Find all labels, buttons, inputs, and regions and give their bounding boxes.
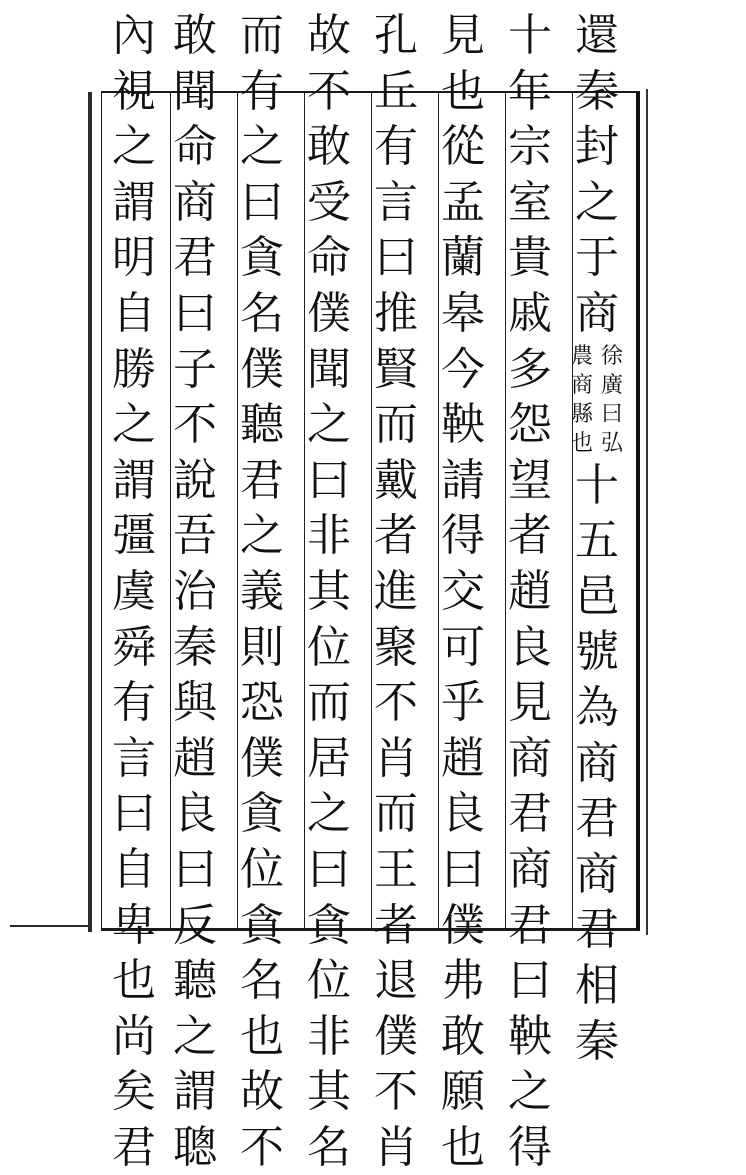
- character: 曰: [173, 287, 217, 339]
- character: 見: [508, 677, 552, 729]
- character: 商: [508, 732, 552, 784]
- character: 曰: [374, 232, 418, 284]
- character: 貪: [240, 788, 284, 840]
- character: 聽: [240, 399, 284, 451]
- character: 也: [240, 1010, 284, 1062]
- character: 五: [575, 515, 619, 567]
- character: 皋: [441, 287, 485, 339]
- character: 不: [173, 399, 217, 451]
- character: 商: [575, 737, 619, 789]
- character: 君: [173, 232, 217, 284]
- adjacent-page-rule: [88, 92, 92, 932]
- text-column-7: [165, 8, 225, 1175]
- character: 商: [508, 843, 552, 895]
- character: 肖: [374, 1121, 418, 1173]
- character: 願: [441, 1066, 485, 1118]
- character: 之: [307, 788, 351, 840]
- character: 尚: [112, 1010, 156, 1062]
- character: 之: [112, 399, 156, 451]
- character: 曰: [240, 176, 284, 228]
- character: 位: [240, 843, 284, 895]
- character: 僕: [374, 1010, 418, 1062]
- character: 良: [173, 788, 217, 840]
- character: 不: [374, 1066, 418, 1118]
- character: 之: [173, 1010, 217, 1062]
- character: 望: [508, 454, 552, 506]
- text-column-4: [366, 8, 426, 1175]
- character: 明: [112, 232, 156, 284]
- character: 名: [240, 955, 284, 1007]
- character: 君: [240, 454, 284, 506]
- character: 命: [173, 121, 217, 173]
- character: 言: [374, 176, 418, 228]
- character: 十: [508, 10, 552, 61]
- character: 鞅: [508, 1010, 552, 1062]
- character: 怨: [508, 399, 552, 451]
- character: 彊: [112, 510, 156, 562]
- character: 居: [307, 732, 351, 784]
- text-column-3: [433, 8, 493, 1175]
- main-text: [165, 8, 225, 1175]
- character: 貪: [240, 899, 284, 951]
- character: 戴: [374, 454, 418, 506]
- text-column-6: [232, 8, 292, 1175]
- character: 治: [173, 565, 217, 617]
- character: 肖: [374, 732, 418, 784]
- character: 位: [307, 955, 351, 1007]
- character: 良: [441, 788, 485, 840]
- character: 聚: [374, 621, 418, 673]
- character: 君: [575, 793, 619, 845]
- character: 趙: [173, 732, 217, 784]
- character: 乎: [441, 677, 485, 729]
- character: 也: [112, 955, 156, 1007]
- character: 者: [374, 510, 418, 562]
- character: 退: [374, 955, 418, 1007]
- character: 聰: [173, 1121, 217, 1173]
- character: 受: [307, 176, 351, 228]
- character: 僕: [441, 899, 485, 951]
- character: 進: [374, 565, 418, 617]
- character: 不: [374, 677, 418, 729]
- character: 故: [307, 10, 351, 61]
- character: 曰: [508, 955, 552, 1007]
- character: 卑: [112, 899, 156, 951]
- character: 年: [508, 65, 552, 117]
- note-line-left: [569, 342, 595, 458]
- character: 商: [575, 287, 619, 339]
- character: 之: [240, 121, 284, 173]
- character: 之: [307, 399, 351, 451]
- character: 貪: [240, 232, 284, 284]
- character: 蘭: [441, 232, 485, 284]
- note-character: 縣: [570, 401, 593, 427]
- character: 敢: [441, 1010, 485, 1062]
- character: 之: [575, 176, 619, 228]
- character: 相: [575, 959, 619, 1011]
- character: 秦: [575, 65, 619, 117]
- character: 僕: [307, 287, 351, 339]
- main-text: [433, 8, 493, 1175]
- character: 曰: [173, 843, 217, 895]
- character: 不: [240, 1121, 284, 1173]
- character: 而: [374, 399, 418, 451]
- character: 君: [112, 1121, 156, 1173]
- note-character: 廣: [600, 372, 623, 398]
- character: 名: [307, 1121, 351, 1173]
- character: 聞: [307, 343, 351, 395]
- character: 宗: [508, 121, 552, 173]
- character: 之: [112, 121, 156, 173]
- character: 則: [240, 621, 284, 673]
- character: 孟: [441, 176, 485, 228]
- character: 丘: [374, 65, 418, 117]
- character: 貪: [307, 899, 351, 951]
- character: 吾: [173, 510, 217, 562]
- character: 僕: [240, 732, 284, 784]
- text-column-1: [567, 8, 627, 1069]
- character: 室: [508, 176, 552, 228]
- character: 恐: [240, 677, 284, 729]
- character: 見: [441, 10, 485, 61]
- character: 矣: [112, 1066, 156, 1118]
- character: 而: [240, 10, 284, 61]
- character: 聽: [173, 955, 217, 1007]
- character: 交: [441, 565, 485, 617]
- character: 與: [173, 677, 217, 729]
- frame-outer-rule: [646, 89, 648, 935]
- character: 其: [307, 1066, 351, 1118]
- character: 秦: [173, 621, 217, 673]
- character: 還: [575, 10, 619, 61]
- note-character: 徐: [600, 343, 623, 369]
- character: 舜: [112, 621, 156, 673]
- note-character: 弘: [600, 430, 623, 456]
- character: 曰: [307, 454, 351, 506]
- character: 王: [374, 843, 418, 895]
- note-character: 農: [570, 343, 593, 369]
- character: 反: [173, 899, 217, 951]
- adjacent-page-edge: [0, 0, 100, 1024]
- character: 內: [112, 10, 156, 61]
- character: 謂: [112, 176, 156, 228]
- character: 位: [307, 621, 351, 673]
- character: 也: [441, 1121, 485, 1173]
- character: 得: [508, 1121, 552, 1173]
- commentary-note: [567, 342, 627, 458]
- character: 敢: [173, 10, 217, 61]
- character: 者: [508, 510, 552, 562]
- character: 視: [112, 65, 156, 117]
- character: 非: [307, 510, 351, 562]
- character: 十: [575, 459, 619, 511]
- character: 今: [441, 343, 485, 395]
- character: 有: [240, 65, 284, 117]
- main-text: [567, 458, 627, 1070]
- character: 推: [374, 287, 418, 339]
- character: 商: [173, 176, 217, 228]
- character: 于: [575, 232, 619, 284]
- note-character: 曰: [600, 401, 623, 427]
- adjacent-page-bottom-rule: [10, 925, 90, 927]
- character: 戚: [508, 287, 552, 339]
- character: 勝: [112, 343, 156, 395]
- character: 得: [441, 510, 485, 562]
- text-column-2: [500, 8, 560, 1175]
- character: 之: [240, 510, 284, 562]
- character: 鞅: [441, 399, 485, 451]
- character: 君: [575, 904, 619, 956]
- character: 故: [240, 1066, 284, 1118]
- character: 君: [508, 899, 552, 951]
- main-text: [500, 8, 560, 1175]
- character: 良: [508, 621, 552, 673]
- character: 僕: [240, 343, 284, 395]
- character: 號: [575, 626, 619, 678]
- character: 封: [575, 121, 619, 173]
- character: 從: [441, 121, 485, 173]
- character: 而: [374, 788, 418, 840]
- character: 可: [441, 621, 485, 673]
- character: 有: [112, 677, 156, 729]
- character: 曰: [441, 843, 485, 895]
- main-text: [299, 8, 359, 1175]
- character: 謂: [173, 1066, 217, 1118]
- character: 也: [441, 65, 485, 117]
- main-text: [104, 8, 164, 1175]
- main-text: [366, 8, 426, 1175]
- character: 謂: [112, 454, 156, 506]
- character: 子: [173, 343, 217, 395]
- main-text: [232, 8, 292, 1175]
- character: 君: [508, 788, 552, 840]
- character: 孔: [374, 10, 418, 61]
- character: 貴: [508, 232, 552, 284]
- character: 虞: [112, 565, 156, 617]
- character: 自: [112, 843, 156, 895]
- text-column-8: [104, 8, 164, 1175]
- character: 弗: [441, 955, 485, 1007]
- character: 曰: [307, 843, 351, 895]
- character: 不: [307, 65, 351, 117]
- main-text: [567, 8, 627, 342]
- character: 商: [575, 848, 619, 900]
- character: 聞: [173, 65, 217, 117]
- character: 義: [240, 565, 284, 617]
- character: 其: [307, 565, 351, 617]
- character: 言: [112, 732, 156, 784]
- character: 賢: [374, 343, 418, 395]
- character: 者: [374, 899, 418, 951]
- character: 而: [307, 677, 351, 729]
- character: 邑: [575, 570, 619, 622]
- character: 請: [441, 454, 485, 506]
- character: 趙: [441, 732, 485, 784]
- character: 非: [307, 1010, 351, 1062]
- character: 自: [112, 287, 156, 339]
- character: 有: [374, 121, 418, 173]
- character: 為: [575, 681, 619, 733]
- character: 敢: [307, 121, 351, 173]
- character: 之: [508, 1066, 552, 1118]
- character: 多: [508, 343, 552, 395]
- character: 說: [173, 454, 217, 506]
- character: 秦: [575, 1015, 619, 1067]
- note-line-right: [599, 342, 625, 458]
- character: 命: [307, 232, 351, 284]
- text-column-5: [299, 8, 359, 1175]
- note-character: 商: [570, 372, 593, 398]
- character: 曰: [112, 788, 156, 840]
- note-character: 也: [570, 430, 593, 456]
- character: 趙: [508, 565, 552, 617]
- character: 名: [240, 287, 284, 339]
